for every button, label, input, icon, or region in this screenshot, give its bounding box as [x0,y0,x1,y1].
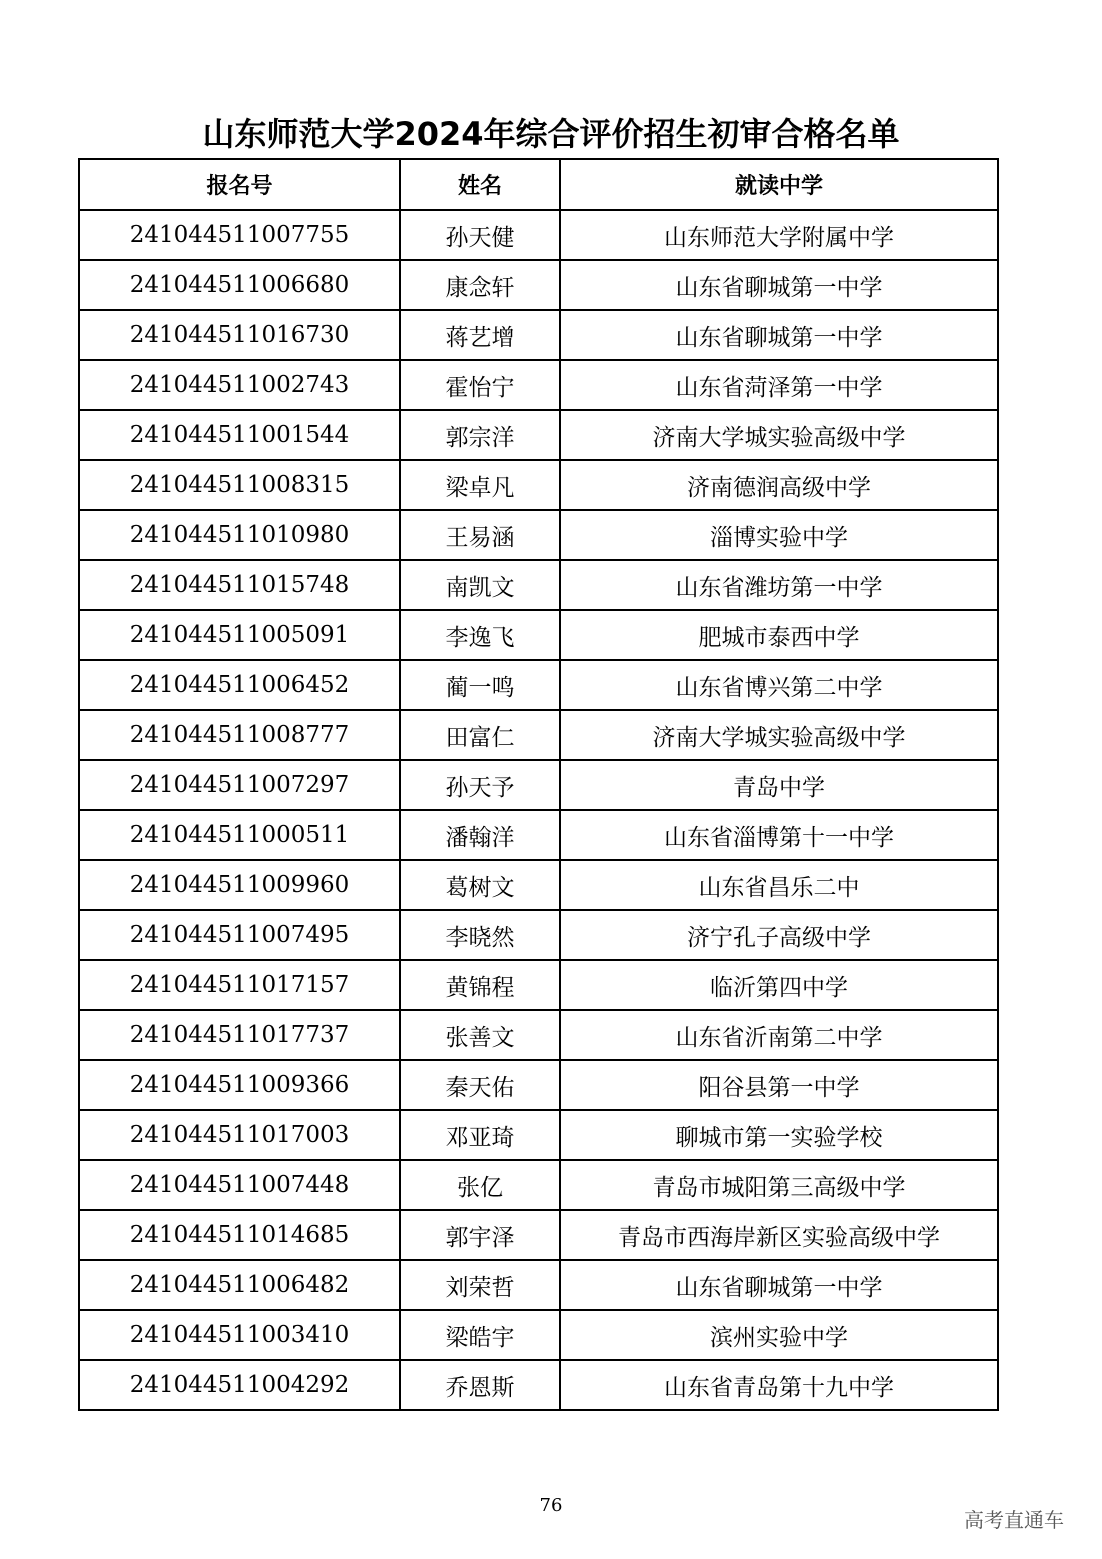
school-cell: 济宁孔子高级中学 [560,910,998,960]
school-cell: 济南大学城实验高级中学 [560,710,998,760]
school-cell: 聊城市第一实验学校 [560,1110,998,1160]
header-school: 就读中学 [560,159,998,210]
table-row [79,760,998,810]
table-row [79,610,998,660]
name-cell: 蔺一鸣 [400,660,560,710]
registration-number-cell: 241044511006452 [79,660,400,710]
table-row [79,1310,998,1360]
table-row [79,910,998,960]
registration-number-cell: 241044511003410 [79,1310,400,1360]
registration-number-cell: 241044511010980 [79,510,400,560]
name-cell: 孙天予 [400,760,560,810]
name-cell: 李逸飞 [400,610,560,660]
name-cell: 秦天佑 [400,1060,560,1110]
name-cell: 蒋艺增 [400,310,560,360]
school-cell: 山东省菏泽第一中学 [560,360,998,410]
registration-number-cell: 241044511002743 [79,360,400,410]
table-row [79,710,998,760]
school-cell: 济南大学城实验高级中学 [560,410,998,460]
table-row [79,960,998,1010]
table-row [79,260,998,310]
name-cell: 田富仁 [400,710,560,760]
name-cell: 张亿 [400,1160,560,1210]
name-cell: 孙天健 [400,210,560,260]
table-row [79,660,998,710]
registration-number-cell: 241044511001544 [79,410,400,460]
registration-number-cell: 241044511000511 [79,810,400,860]
name-cell: 李晓然 [400,910,560,960]
registration-number-cell: 241044511009366 [79,1060,400,1110]
registration-number-cell: 241044511007448 [79,1160,400,1210]
name-cell: 刘荣哲 [400,1260,560,1310]
table-row [79,860,998,910]
registration-number-cell: 241044511006680 [79,260,400,310]
school-cell: 山东省潍坊第一中学 [560,560,998,610]
watermark: 高考直通车 [964,1508,1064,1532]
school-cell: 山东省沂南第二中学 [560,1010,998,1060]
school-cell: 山东省聊城第一中学 [560,260,998,310]
name-cell: 郭宇泽 [400,1210,560,1260]
name-cell: 康念轩 [400,260,560,310]
registration-number-cell: 241044511014685 [79,1210,400,1260]
name-cell: 霍怡宁 [400,360,560,410]
school-cell: 山东省淄博第十一中学 [560,810,998,860]
registration-number-cell: 241044511006482 [79,1260,400,1310]
name-cell: 潘翰洋 [400,810,560,860]
table-row [79,1060,998,1110]
page-number: 76 [539,1495,563,1516]
registration-number-cell: 241044511015748 [79,560,400,610]
header-registration-number: 报名号 [79,159,400,210]
registration-number-cell: 241044511007495 [79,910,400,960]
name-cell: 葛树文 [400,860,560,910]
school-cell: 淄博实验中学 [560,510,998,560]
name-cell: 南凯文 [400,560,560,610]
school-cell: 山东省聊城第一中学 [560,310,998,360]
table-row [79,310,998,360]
registration-number-cell: 241044511007755 [79,210,400,260]
registration-number-cell: 241044511017003 [79,1110,400,1160]
registration-number-cell: 241044511008315 [79,460,400,510]
table-row [79,1360,998,1410]
name-cell: 黄锦程 [400,960,560,1010]
school-cell: 青岛中学 [560,760,998,810]
registration-number-cell: 241044511016730 [79,310,400,360]
name-cell: 郭宗洋 [400,410,560,460]
school-cell: 山东省昌乐二中 [560,860,998,910]
school-cell: 山东师范大学附属中学 [560,210,998,260]
school-cell: 山东省博兴第二中学 [560,660,998,710]
table-row [79,560,998,610]
school-cell: 济南德润高级中学 [560,460,998,510]
school-cell: 青岛市城阳第三高级中学 [560,1160,998,1210]
table-row [79,1110,998,1160]
school-cell: 山东省青岛第十九中学 [560,1360,998,1410]
table-row [79,810,998,860]
table-row [79,460,998,510]
candidate-table [78,158,999,1411]
registration-number-cell: 241044511004292 [79,1360,400,1410]
table-header-row [79,159,998,210]
school-cell: 滨州实验中学 [560,1310,998,1360]
school-cell: 青岛市西海岸新区实验高级中学 [560,1210,998,1260]
registration-number-cell: 241044511017157 [79,960,400,1010]
table-row [79,1260,998,1310]
name-cell: 张善文 [400,1010,560,1060]
name-cell: 王易涵 [400,510,560,560]
name-cell: 邓亚琦 [400,1110,560,1160]
school-cell: 肥城市泰西中学 [560,610,998,660]
table-row [79,510,998,560]
page-title: 山东师范大学2024年综合评价招生初审合格名单 [202,115,900,153]
registration-number-cell: 241044511017737 [79,1010,400,1060]
table-row [79,1160,998,1210]
table-row [79,1010,998,1060]
table-row [79,210,998,260]
table-row [79,410,998,460]
table-row [79,360,998,410]
registration-number-cell: 241044511009960 [79,860,400,910]
school-cell: 阳谷县第一中学 [560,1060,998,1110]
table-row [79,1210,998,1260]
school-cell: 临沂第四中学 [560,960,998,1010]
registration-number-cell: 241044511008777 [79,710,400,760]
registration-number-cell: 241044511005091 [79,610,400,660]
name-cell: 梁卓凡 [400,460,560,510]
name-cell: 乔恩斯 [400,1360,560,1410]
school-cell: 山东省聊城第一中学 [560,1260,998,1310]
header-name: 姓名 [400,159,560,210]
registration-number-cell: 241044511007297 [79,760,400,810]
name-cell: 梁皓宇 [400,1310,560,1360]
